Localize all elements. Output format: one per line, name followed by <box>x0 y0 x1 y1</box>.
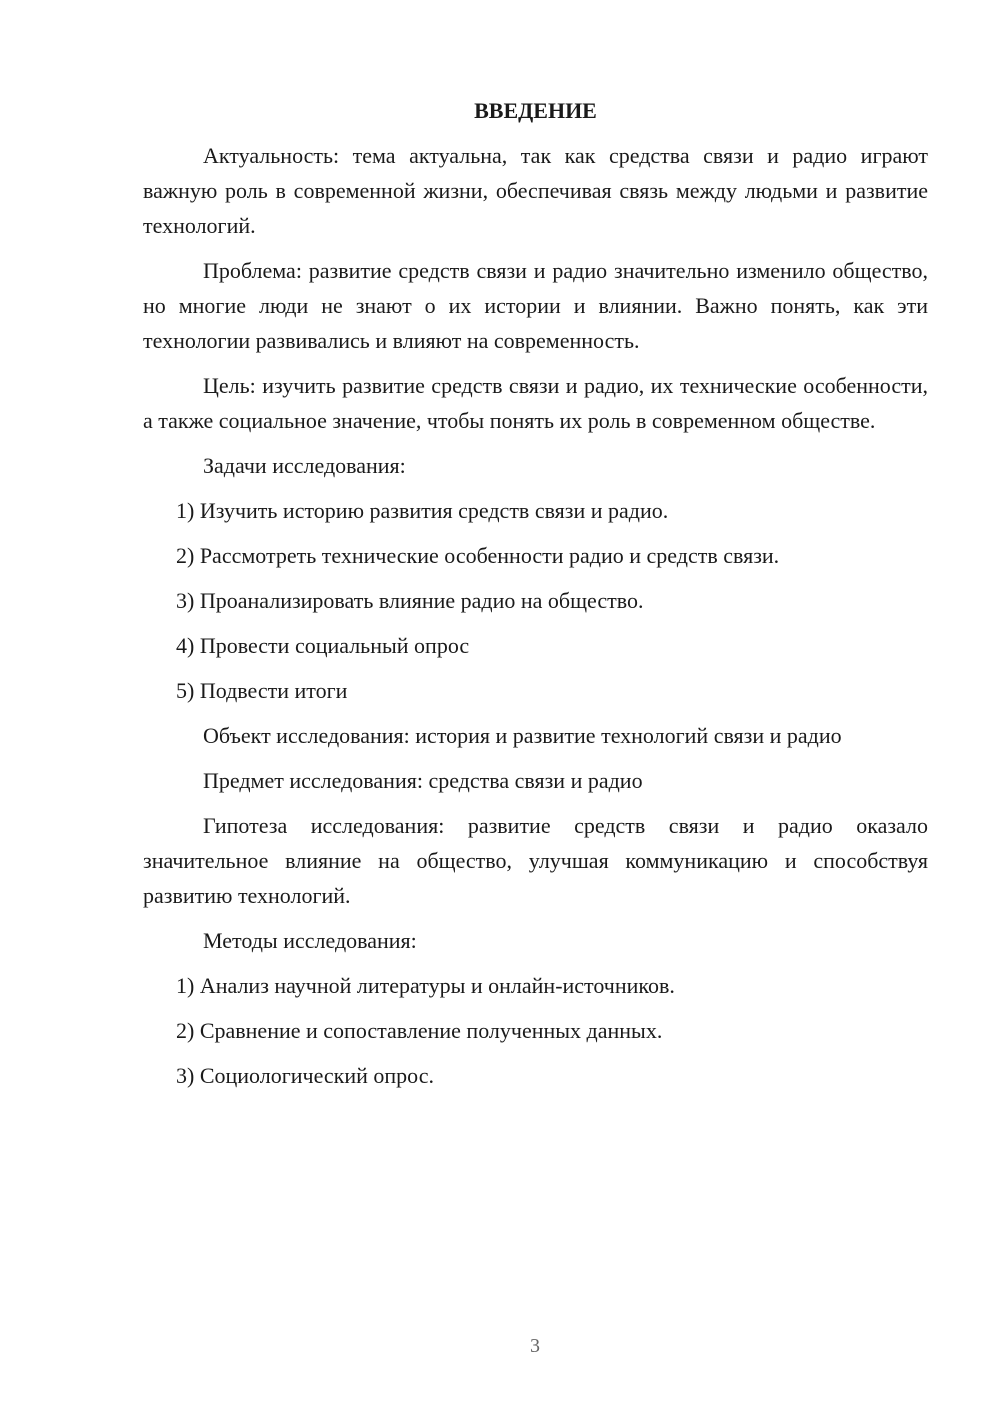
task-item-5: 5) Подвести итоги <box>176 678 348 703</box>
page-number: 3 <box>530 1335 540 1357</box>
problem-paragraph: Проблема: развитие средств связи и радио значительно изменило общество, но многие люди не знают о их истории и влиянии. Важно понять, как эти технологии развивались и влияют на современность. <box>143 258 928 353</box>
research-object: Объект исследования: история и развитие технологий связи и радио <box>203 723 842 748</box>
method-item-1: 1) Анализ научной литературы и онлайн-источников. <box>176 973 675 998</box>
hypothesis-paragraph: Гипотеза исследования: развитие средств связи и радио оказало значительное влияние на общество, улучшая коммуникацию и способствуя развитию технологий. <box>143 813 928 908</box>
section-title: ВВЕДЕНИЕ <box>474 98 597 123</box>
method-item-2: 2) Сравнение и сопоставление полученных данных. <box>176 1018 663 1043</box>
task-item-3: 3) Проанализировать влияние радио на общество. <box>176 588 644 613</box>
research-subject: Предмет исследования: средства связи и радио <box>203 768 643 793</box>
page-content <box>143 93 928 1103</box>
task-item-4: 4) Провести социальный опрос <box>176 633 470 658</box>
tasks-heading: Задачи исследования: <box>203 453 406 478</box>
task-item-2: 2) Рассмотреть технические особенности радио и средств связи. <box>176 543 780 568</box>
method-item-3: 3) Социологический опрос. <box>176 1063 434 1088</box>
relevance-paragraph: Актуальность: тема актуальна, так как средства связи и радио играют важную роль в современной жизни, обеспечивая связь между людьми и развитие технологий. <box>143 143 928 238</box>
goal-paragraph: Цель: изучить развитие средств связи и радио, их технические особенности, а также социальное значение, чтобы понять их роль в современном обществе. <box>143 373 928 433</box>
methods-heading: Методы исследования: <box>203 928 417 953</box>
task-item-1: 1) Изучить историю развития средств связи и радио. <box>176 498 669 523</box>
